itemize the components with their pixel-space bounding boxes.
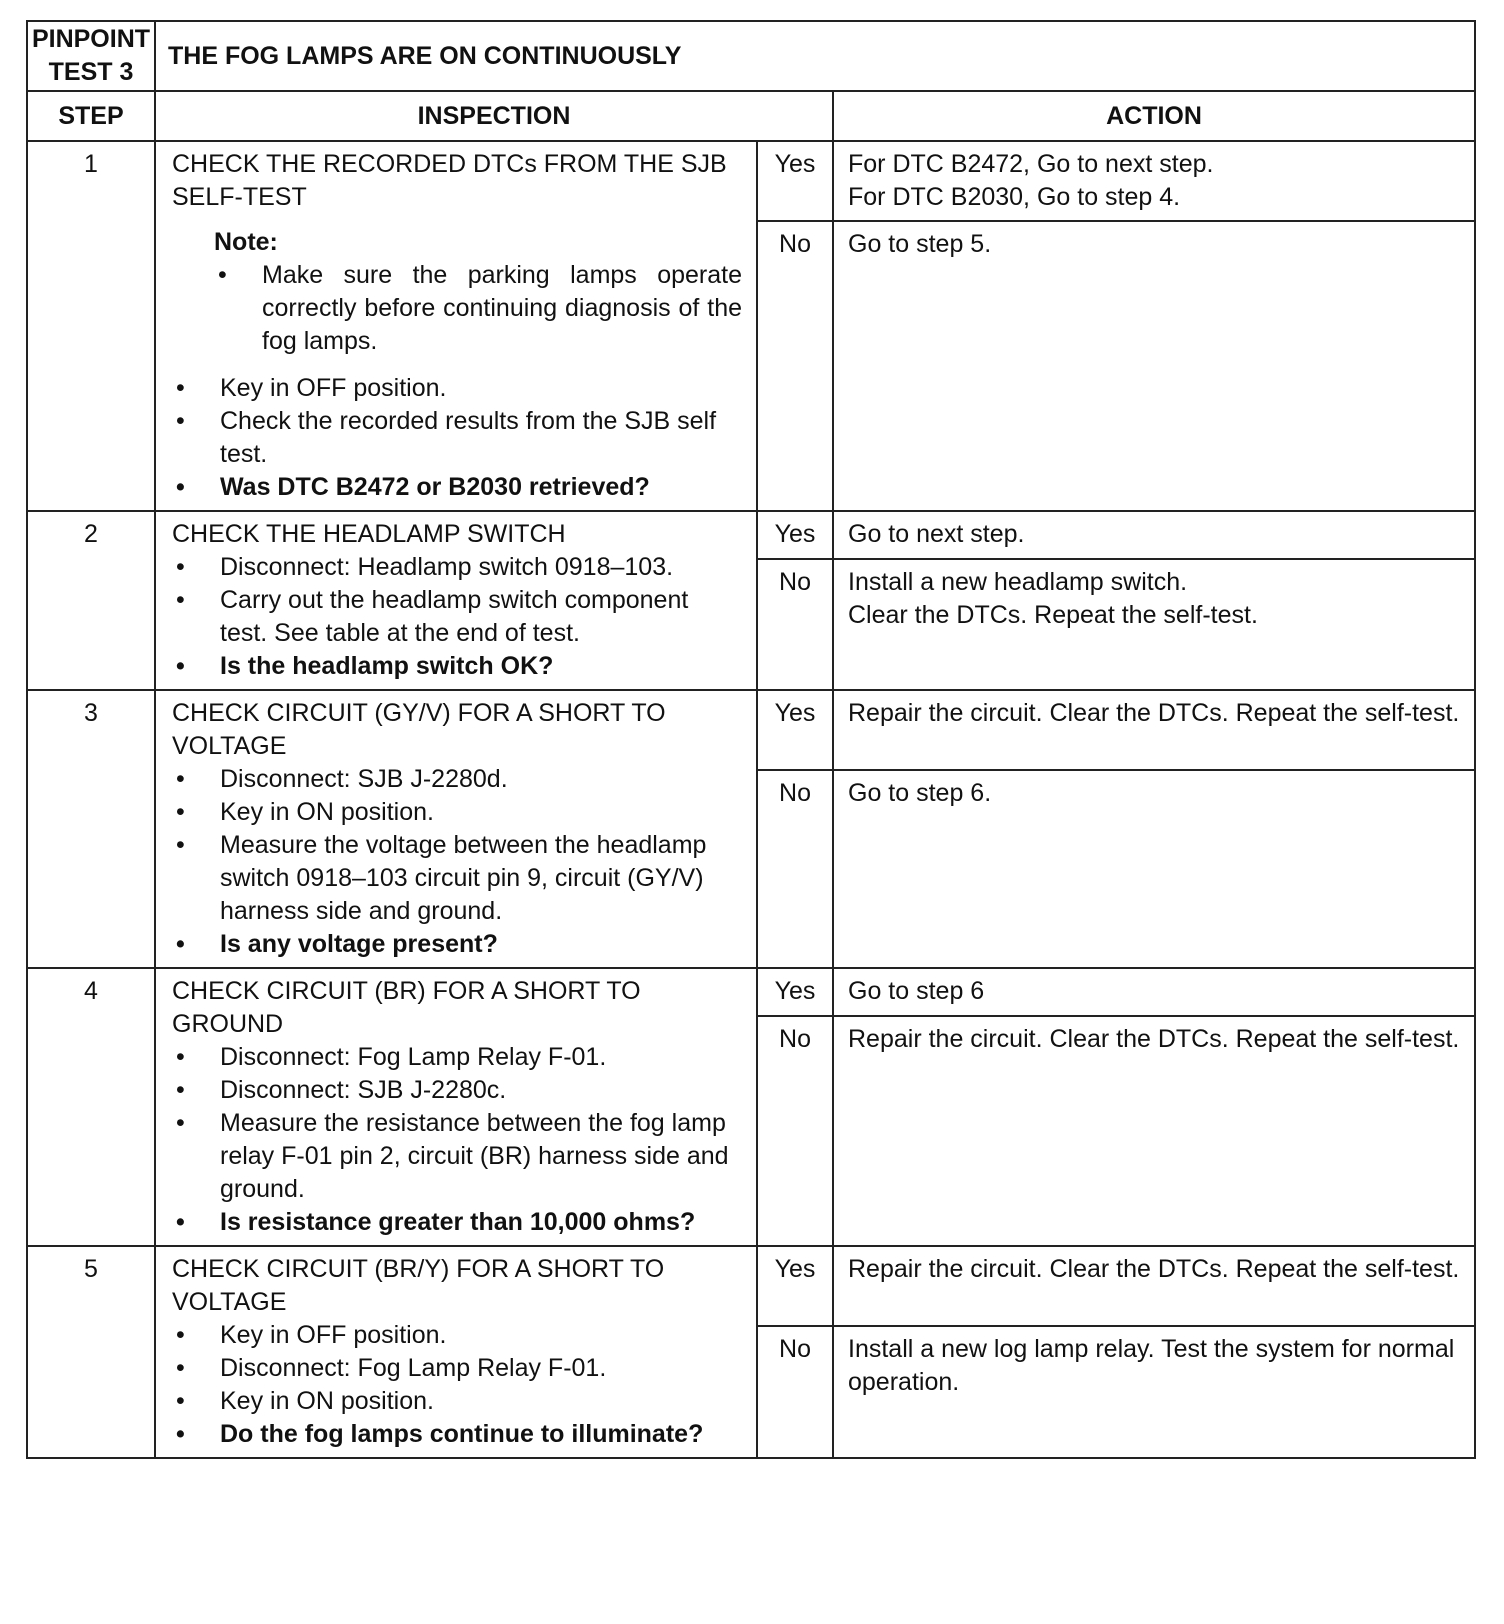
bullet-item: • Carry out the headlamp switch component test. See table at the end of test. bbox=[172, 584, 742, 650]
no-label: No bbox=[757, 1326, 833, 1458]
bullet-item: • Disconnect: Headlamp switch 0918–103. bbox=[172, 551, 742, 584]
bullet-item: • Key in OFF position. bbox=[172, 1319, 742, 1352]
action-line: Install a new headlamp switch. bbox=[848, 568, 1188, 596]
pinpoint-label: PINPOINT TEST 3 bbox=[27, 21, 155, 91]
step-row-5-yes bbox=[27, 1246, 1475, 1326]
yes-action bbox=[833, 141, 1475, 221]
yes-action bbox=[833, 968, 1475, 1016]
inspection-question: • Do the fog lamps continue to illuminate? bbox=[172, 1418, 742, 1451]
bullet-item: • Check the recorded results from the SJB self test. bbox=[172, 405, 742, 471]
step-row-1-yes bbox=[27, 141, 1475, 221]
no-label: No bbox=[757, 1016, 833, 1246]
inspection-cell bbox=[155, 690, 757, 968]
yes-label: Yes bbox=[757, 1246, 833, 1326]
step-header: STEP bbox=[27, 91, 155, 141]
inspection-question: • Is resistance greater than 10,000 ohms? bbox=[172, 1206, 742, 1239]
yes-label: Yes bbox=[757, 690, 833, 770]
bullet-item: • Measure the voltage between the headlamp switch 0918–103 circuit pin 9, circuit (GY/V) harness side and ground. bbox=[172, 829, 742, 928]
no-label: No bbox=[757, 221, 833, 511]
no-label: No bbox=[757, 559, 833, 690]
inspection-cell bbox=[155, 511, 757, 690]
action-line: Clear the DTCs. Repeat the self-test. bbox=[848, 601, 1258, 629]
inspection-bullets bbox=[172, 1319, 742, 1451]
action-line: Repair the circuit. Clear the DTCs. Repeat the self-test. bbox=[848, 1025, 1460, 1053]
yes-label: Yes bbox=[757, 968, 833, 1016]
inspection-cell bbox=[155, 1246, 757, 1458]
no-action bbox=[833, 770, 1475, 968]
action-line: Install a new log lamp relay. Test the system for normal operation. bbox=[848, 1335, 1455, 1396]
step-row-2-yes bbox=[27, 511, 1475, 559]
inspection-bullets bbox=[172, 372, 742, 504]
inspection-bullets bbox=[172, 763, 742, 961]
note-label: Note: bbox=[214, 228, 278, 256]
no-action bbox=[833, 559, 1475, 690]
inspection-title: CHECK CIRCUIT (BR/Y) FOR A SHORT TO VOLTAGE bbox=[172, 1255, 665, 1316]
yes-action bbox=[833, 1246, 1475, 1326]
action-line: Repair the circuit. Clear the DTCs. Repeat the self-test. bbox=[848, 699, 1460, 727]
inspection-bullets bbox=[172, 1041, 742, 1239]
inspection-cell bbox=[155, 968, 757, 1246]
bullet-item: • Measure the resistance between the fog lamp relay F-01 pin 2, circuit (BR) harness side and ground. bbox=[172, 1107, 742, 1206]
bullet-item: • Key in ON position. bbox=[172, 1385, 742, 1418]
yes-label: Yes bbox=[757, 141, 833, 221]
pinpoint-test-table bbox=[26, 20, 1476, 1459]
no-action bbox=[833, 1016, 1475, 1246]
bullet-item: • Disconnect: SJB J-2280d. bbox=[172, 763, 742, 796]
inspection-bullets bbox=[172, 551, 742, 683]
action-line: For DTC B2030, Go to step 4. bbox=[848, 183, 1181, 211]
action-line: Go to step 6. bbox=[848, 779, 992, 807]
inspection-question: • Is any voltage present? bbox=[172, 928, 742, 961]
bullet-item: • Disconnect: SJB J-2280c. bbox=[172, 1074, 742, 1107]
bullet-item: • Key in ON position. bbox=[172, 796, 742, 829]
yes-action bbox=[833, 690, 1475, 770]
inspection-question: • Is the headlamp switch OK? bbox=[172, 650, 742, 683]
no-action bbox=[833, 221, 1475, 511]
note-item: • Make sure the parking lamps operate correctly before continuing diagnosis of the fog lamps. bbox=[214, 259, 742, 358]
note-block bbox=[214, 226, 742, 358]
bullet-item: • Key in OFF position. bbox=[172, 372, 742, 405]
column-header-row bbox=[27, 91, 1475, 141]
inspection-title: CHECK CIRCUIT (GY/V) FOR A SHORT TO VOLTAGE bbox=[172, 699, 666, 760]
inspection-cell bbox=[155, 141, 757, 511]
action-header: ACTION bbox=[833, 91, 1475, 141]
inspection-title: CHECK THE HEADLAMP SWITCH bbox=[172, 520, 566, 548]
action-line: Go to next step. bbox=[848, 520, 1025, 548]
step-number: 1 bbox=[27, 141, 155, 511]
action-line: Repair the circuit. Clear the DTCs. Repeat the self-test. bbox=[848, 1255, 1460, 1283]
action-line: Go to step 6 bbox=[848, 977, 985, 1005]
no-label: No bbox=[757, 770, 833, 968]
inspection-title: CHECK CIRCUIT (BR) FOR A SHORT TO GROUND bbox=[172, 977, 641, 1038]
inspection-header: INSPECTION bbox=[155, 91, 833, 141]
action-line: For DTC B2472, Go to next step. bbox=[848, 150, 1214, 178]
inspection-question: • Was DTC B2472 or B2030 retrieved? bbox=[172, 471, 742, 504]
yes-label: Yes bbox=[757, 511, 833, 559]
bullet-item: • Disconnect: Fog Lamp Relay F-01. bbox=[172, 1041, 742, 1074]
bullet-item: • Disconnect: Fog Lamp Relay F-01. bbox=[172, 1352, 742, 1385]
title-row bbox=[27, 21, 1475, 91]
step-number: 2 bbox=[27, 511, 155, 690]
step-row-3-yes bbox=[27, 690, 1475, 770]
step-number: 3 bbox=[27, 690, 155, 968]
action-line: Go to step 5. bbox=[848, 230, 992, 258]
step-number: 5 bbox=[27, 1246, 155, 1458]
test-title: THE FOG LAMPS ARE ON CONTINUOUSLY bbox=[155, 21, 1475, 91]
yes-action bbox=[833, 511, 1475, 559]
inspection-title: CHECK THE RECORDED DTCs FROM THE SJB SELF-TEST bbox=[172, 150, 727, 211]
pinpoint-test-document bbox=[26, 20, 1474, 1459]
step-row-4-yes bbox=[27, 968, 1475, 1016]
no-action bbox=[833, 1326, 1475, 1458]
step-number: 4 bbox=[27, 968, 155, 1246]
